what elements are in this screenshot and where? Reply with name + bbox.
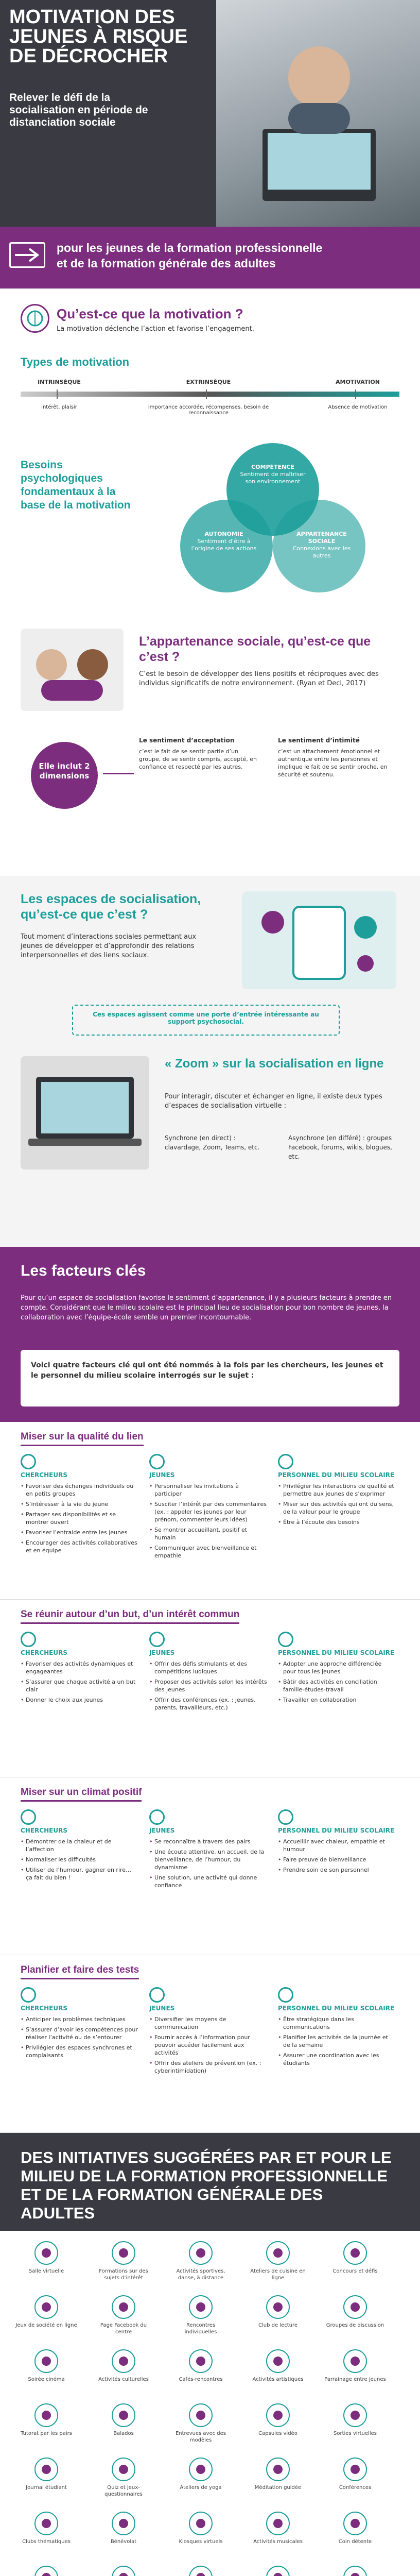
- initiative-icon: [189, 2403, 213, 2427]
- arrow-right-icon: [9, 242, 45, 268]
- initiative-item: [93, 2349, 154, 2383]
- dimension-intimacy: Le sentiment d’intimité c’est un attachement émotionnel et authentique entre les personnes et implique le fait de se sentir proche, en sécurité et soutenu.: [278, 737, 388, 778]
- initiative-label: Conférences: [339, 2485, 372, 2490]
- factor-item: • Offrir des ateliers de prévention (ex. : cyberintimidation): [149, 2059, 268, 2075]
- initiative-icon: [189, 2349, 213, 2373]
- initiative-item: [324, 2512, 386, 2545]
- factor-column: [21, 1809, 139, 1884]
- initiative-item: [170, 2241, 232, 2281]
- sync-space: Synchrone (en direct) : clavardage, Zoom, Teams, etc.: [165, 1134, 260, 1151]
- initiative-icon: [112, 2566, 135, 2576]
- initiative-item: [324, 2458, 386, 2491]
- page-title: MOTIVATION DES JEUNES À RISQUE DE DÉCROCHER: [9, 6, 188, 67]
- factor-item: • Utiliser de l’humour, gagner en rire… ça fait du bien !: [21, 1866, 139, 1882]
- type-label: EXTRINSÈQUE: [186, 379, 231, 385]
- hero-photo: [216, 0, 420, 227]
- initiative-icon: [266, 2566, 290, 2576]
- initiative-label: Clubs thématiques: [22, 2539, 71, 2545]
- initiative-item: [93, 2566, 154, 2576]
- role-label: JEUNES: [149, 1827, 175, 1834]
- initiative-item: [324, 2295, 386, 2329]
- dimensions-badge: Elle inclut 2 dimensions: [31, 742, 98, 809]
- factor-item: • Être à l’écoute des besoins: [278, 1518, 396, 1526]
- type-desc: Absence de motivation: [328, 404, 388, 410]
- factor-item: • Anticiper les problèmes techniques: [21, 2015, 139, 2023]
- factor-item: • Assurer une coordination avec les étudiants: [278, 2052, 396, 2067]
- factor-item: • Offrir des défis stimulants et des compétitions ludiques: [149, 1660, 268, 1675]
- initiative-item: [324, 2566, 386, 2576]
- initiative-icon: [343, 2566, 367, 2576]
- need-autonomy: AUTONOMIE Sentiment d’être à l’origine de ses actions: [191, 531, 257, 552]
- initiative-item: [247, 2349, 309, 2383]
- zoom-body: Pour interagir, discuter et échanger en ligne, il existe deux types d’espaces de socialisation virtuelle :: [165, 1093, 382, 1110]
- person-icon: [21, 1454, 36, 1469]
- initiative-label: Concours et défis: [332, 2268, 378, 2274]
- person-icon: [149, 1809, 165, 1825]
- person-icon: [149, 1454, 165, 1469]
- initiative-item: [247, 2566, 309, 2576]
- factor-item: • Diversifier les moyens de communication: [149, 2015, 268, 2031]
- factor-item: • Accueillir avec chaleur, empathie et humour: [278, 1838, 396, 1853]
- initiative-label: Parrainage entre jeunes: [324, 2377, 386, 2382]
- factor-item: • Susciter l’intérêt par des commentaires (ex. : appeler les jeunes par leur prénom, commenter leurs idées): [149, 1500, 268, 1523]
- initiative-item: [15, 2403, 77, 2437]
- factor-item: • Se reconnaître à travers des pairs: [149, 1838, 268, 1845]
- factor-item: • Travailler en collaboration: [278, 1696, 396, 1704]
- initiative-item: [15, 2241, 77, 2275]
- initiative-icon: [34, 2295, 58, 2319]
- initiative-icon: [266, 2458, 290, 2481]
- initiative-label: Salle virtuelle: [28, 2268, 64, 2274]
- factor-item: • S’intéresser à la vie du jeune: [21, 1500, 139, 1508]
- initiative-label: Méditation guidée: [254, 2485, 302, 2490]
- initiative-label: Sorties virtuelles: [334, 2431, 377, 2436]
- factor-column: [278, 1454, 396, 1529]
- role-label: CHERCHEURS: [21, 1827, 67, 1834]
- needs-title: Besoins psychologiques fondamentaux à la base de la motivation: [21, 459, 131, 511]
- initiative-icon: [266, 2349, 290, 2373]
- factor-column: [21, 1632, 139, 1706]
- initiative-icon: [343, 2403, 367, 2427]
- initiative-item: [324, 2349, 386, 2383]
- spaces-title: Les espaces de socialisation, qu’est-ce que c’est ?: [21, 892, 201, 922]
- initiative-item: [170, 2566, 232, 2576]
- factors-blocks: [0, 1422, 420, 2133]
- factor-title: Se réunir autour d’un but, d’un intérêt commun: [21, 1609, 239, 1624]
- initiative-label: Soirée cinéma: [28, 2377, 65, 2382]
- initiative-item: [170, 2295, 232, 2335]
- initiative-icon: [112, 2512, 135, 2535]
- person-icon: [278, 1809, 293, 1825]
- initiatives-grid: [0, 2231, 420, 2576]
- social-media-illustration: [242, 891, 396, 989]
- factor-item: • Communiquer avec bienveillance et empathie: [149, 1544, 268, 1560]
- initiative-icon: [266, 2403, 290, 2427]
- factor-column: [149, 1632, 268, 1714]
- initiatives-title: DES INITIATIVES SUGGÉRÉES PAR ET POUR LE MILIEU DE LA FORMATION PROFESSIONNELLE ET DE LA FORMATION GÉNÉRALE DES ADULTES: [21, 2148, 392, 2222]
- initiative-label: Groupes de discussion: [326, 2323, 384, 2328]
- initiative-label: Ateliers de yoga: [180, 2485, 222, 2490]
- initiative-label: Quiz et jeux-questionnaires: [104, 2485, 143, 2497]
- factor-item: • Se montrer accueillant, positif et humain: [149, 1526, 268, 1541]
- spaces-body: Tout moment d’interactions sociales permettant aux jeunes de développer et d’approfondir des relations interpersonnelles et des liens sociaux.: [21, 933, 197, 959]
- initiative-item: [170, 2349, 232, 2383]
- initiative-label: Coin détente: [338, 2539, 372, 2545]
- factor-item: • Privilégier des espaces synchrones et complaisants: [21, 2044, 139, 2059]
- initiative-label: Club de lecture: [258, 2323, 298, 2328]
- initiative-label: Activités artistiques: [252, 2377, 304, 2382]
- initiative-item: [170, 2512, 232, 2545]
- initiative-icon: [266, 2295, 290, 2319]
- type-desc: importance accordée, récompenses, besoin de reconnaissance: [148, 404, 269, 416]
- factor-title: Miser sur la qualité du lien: [21, 1431, 144, 1446]
- factor-item: • Adopter une approche différenciée pour tous les jeunes: [278, 1660, 396, 1675]
- brain-icon: [21, 304, 49, 333]
- initiative-label: Journal étudiant: [26, 2485, 67, 2490]
- role-label: PERSONNEL DU MILIEU SCOLAIRE: [278, 1649, 395, 1656]
- initiative-icon: [34, 2241, 58, 2265]
- support-note: Ces espaces agissent comme une porte d’entrée intéressante au support psychosocial.: [72, 1005, 340, 1036]
- role-label: PERSONNEL DU MILIEU SCOLAIRE: [278, 1827, 395, 1834]
- types-title: Types de motivation: [21, 355, 130, 368]
- initiative-label: Balados: [113, 2431, 134, 2436]
- factor-column: [278, 1809, 396, 1876]
- initiative-label: Formations sur des sujets d’intérêt: [99, 2268, 148, 2281]
- initiative-item: [247, 2241, 309, 2281]
- initiative-label: Jeux de société en ligne: [15, 2323, 77, 2328]
- hero: [0, 0, 420, 289]
- hands-illustration: [21, 629, 124, 711]
- person-icon: [21, 1987, 36, 2003]
- person-icon: [278, 1632, 293, 1647]
- factors-key: Voici quatre facteurs clé qui ont été nommés à la fois par les chercheurs, les jeunes et le personnel du milieu scolaire interrogés sur le sujet :: [21, 1350, 399, 1406]
- initiative-item: [15, 2566, 77, 2576]
- initiative-label: Activités culturelles: [98, 2377, 149, 2382]
- person-icon: [278, 1987, 293, 2003]
- initiative-item: [15, 2458, 77, 2491]
- belonging-title: L’appartenance sociale, qu’est-ce que c’est ?: [139, 634, 371, 664]
- initiative-icon: [34, 2566, 58, 2576]
- role-label: JEUNES: [149, 2005, 175, 2012]
- initiative-icon: [343, 2295, 367, 2319]
- initiative-item: [93, 2403, 154, 2437]
- initiative-item: [247, 2295, 309, 2329]
- initiative-item: [93, 2241, 154, 2281]
- initiative-label: Ateliers de cuisine en ligne: [250, 2268, 306, 2281]
- need-belonging: APPARTENANCE SOCIALE Connexions avec les autres: [292, 531, 351, 559]
- initiative-label: Kiosques virtuels: [179, 2539, 223, 2545]
- initiative-label: Entrevues avec des modèles: [175, 2431, 226, 2443]
- student-at-laptop-illustration: [216, 0, 420, 227]
- motivation-continuum-bar: [21, 392, 399, 397]
- initiative-icon: [112, 2295, 135, 2319]
- factor-item: • Prendre soin de son personnel: [278, 1866, 396, 1874]
- factors-header: [0, 1247, 420, 1422]
- factor-item: • Faire preuve de bienveillance: [278, 1856, 396, 1863]
- factor-item: • Personnaliser les invitations à participer: [149, 1482, 268, 1498]
- laptop-illustration: [21, 1056, 149, 1170]
- factor-title: Miser sur un climat positif: [21, 1787, 142, 1802]
- factor-item: • Normaliser les difficultés: [21, 1856, 139, 1863]
- dimension-acceptance: Le sentiment d’acceptation c’est le fait de se sentir partie d’un groupe, de se sentir compris, accepté, en confiance et respecté par les autres.: [139, 737, 257, 770]
- initiative-icon: [189, 2566, 213, 2576]
- person-icon: [278, 1454, 293, 1469]
- type-desc: intérêt, plaisir: [41, 404, 77, 410]
- zoom-title: « Zoom » sur la socialisation en ligne: [165, 1057, 384, 1071]
- initiative-icon: [112, 2241, 135, 2265]
- person-icon: [149, 1987, 165, 2003]
- role-label: PERSONNEL DU MILIEU SCOLAIRE: [278, 2005, 395, 2012]
- initiative-label: Activités sportives, danse, à distance: [176, 2268, 225, 2281]
- initiative-icon: [266, 2512, 290, 2535]
- factor-column: [21, 1454, 139, 1557]
- factor-item: • Être stratégique dans les communications: [278, 2015, 396, 2031]
- factor-item: • Fournir accès à l’information pour pouvoir accéder facilement aux activités: [149, 2033, 268, 2057]
- initiative-item: [247, 2512, 309, 2545]
- initiative-item: [247, 2403, 309, 2437]
- factor-item: • Favoriser l’entraide entre les jeunes: [21, 1529, 139, 1536]
- factor-column: [149, 1809, 268, 1892]
- initiative-item: [170, 2403, 232, 2444]
- initiatives-section: [0, 2133, 420, 2576]
- initiative-icon: [343, 2349, 367, 2373]
- initiative-item: [170, 2458, 232, 2491]
- factor-column: [21, 1987, 139, 2062]
- initiative-label: Activités musicales: [253, 2539, 303, 2545]
- factor-item: • Favoriser des échanges individuels ou en petits groupes: [21, 1482, 139, 1498]
- initiative-label: Rencontres individuelles: [184, 2323, 217, 2335]
- factor-item: • S’assurer que chaque activité a un but clair: [21, 1678, 139, 1693]
- person-icon: [149, 1632, 165, 1647]
- belonging-section: [0, 618, 420, 876]
- factor-column: [149, 1454, 268, 1562]
- initiative-icon: [189, 2241, 213, 2265]
- audience-line-2: et de la formation générale des adultes: [57, 257, 276, 270]
- motivation-title: Qu’est-ce que la motivation ?: [57, 306, 243, 321]
- factor-item: • Privilégier les interactions de qualité et permettre aux jeunes de s’exprimer: [278, 1482, 396, 1498]
- role-label: CHERCHEURS: [21, 1471, 67, 1479]
- initiative-item: [93, 2512, 154, 2545]
- initiative-icon: [34, 2349, 58, 2373]
- async-space: Asynchrone (en différé) : groupes Facebook, forums, wikis, blogues, etc.: [288, 1134, 392, 1160]
- factor-item: • Miser sur des activités qui ont du sens, de la valeur pour le groupe: [278, 1500, 396, 1516]
- factor-item: • Une écoute attentive, un accueil, de la bienveillance, de l’humour, du dynamisme: [149, 1848, 268, 1871]
- role-label: CHERCHEURS: [21, 2005, 67, 2012]
- initiative-item: [247, 2458, 309, 2491]
- role-label: CHERCHEURS: [21, 1649, 67, 1656]
- spaces-section: [0, 876, 420, 1247]
- factor-item: • Démontrer de la chaleur et de l’affection: [21, 1838, 139, 1853]
- factor-block: [0, 1600, 420, 1777]
- role-label: JEUNES: [149, 1649, 175, 1656]
- type-label: INTRINSÈQUE: [38, 379, 81, 385]
- factor-column: [278, 1632, 396, 1706]
- initiative-item: [15, 2349, 77, 2383]
- factor-item: • Planifier les activités de la journée et de la semaine: [278, 2033, 396, 2049]
- initiative-item: [93, 2295, 154, 2335]
- initiative-icon: [189, 2512, 213, 2535]
- initiative-icon: [189, 2295, 213, 2319]
- factor-item: • S’assurer d’avoir les compétences pour réaliser l’activité ou de s’entourer: [21, 2026, 139, 2041]
- factor-title: Planifier et faire des tests: [21, 1964, 139, 1979]
- factor-block: [0, 1955, 420, 2133]
- page-subtitle: Relever le défi de la socialisation en période de distanciation sociale: [9, 92, 148, 128]
- person-icon: [21, 1632, 36, 1647]
- initiative-icon: [343, 2241, 367, 2265]
- initiative-item: [93, 2458, 154, 2498]
- initiative-icon: [34, 2403, 58, 2427]
- role-label: JEUNES: [149, 1471, 175, 1479]
- initiative-label: Bénévolat: [110, 2539, 137, 2545]
- factor-item: • Bâtir des activités en conciliation famille-études-travail: [278, 1678, 396, 1693]
- role-label: PERSONNEL DU MILIEU SCOLAIRE: [278, 1471, 395, 1479]
- initiative-icon: [112, 2349, 135, 2373]
- initiative-icon: [343, 2512, 367, 2535]
- motivation-section: [0, 289, 420, 618]
- target-audience-band: [0, 227, 420, 289]
- factors-title: Les facteurs clés: [21, 1262, 146, 1279]
- belonging-body: C’est le besoin de développer des liens positifs et réciproques avec des individus significatifs de notre environnement. (Ryan et Deci, 2017): [139, 670, 379, 687]
- initiative-icon: [189, 2458, 213, 2481]
- motivation-intro: La motivation déclenche l’action et favorise l’engagement.: [57, 325, 254, 333]
- factor-block: [0, 1777, 420, 1955]
- initiative-icon: [343, 2458, 367, 2481]
- initiative-label: Capsules vidéo: [258, 2431, 297, 2436]
- factors-body: Pour qu’un espace de socialisation favorise le sentiment d’appartenance, il y a plusieurs facteurs à prendre en compte. Considérant que le milieu scolaire est le principal lieu de socialisation pour bon nombre de jeunes, la collaboration avec l’équipe-école semble un premier incontournable.: [21, 1294, 392, 1321]
- initiative-icon: [112, 2458, 135, 2481]
- factor-item: • Proposer des activités selon les intérêts des jeunes: [149, 1678, 268, 1693]
- initiative-label: Tutorat par les pairs: [21, 2431, 72, 2436]
- initiative-label: Page Facebook du centre: [100, 2323, 147, 2335]
- factor-item: • Offrir des conférences (ex. : jeunes, parents, travailleurs, etc.): [149, 1696, 268, 1711]
- initiative-item: [15, 2512, 77, 2545]
- initiative-icon: [34, 2458, 58, 2481]
- initiative-item: [15, 2295, 77, 2329]
- initiative-icon: [34, 2512, 58, 2535]
- initiative-item: [324, 2241, 386, 2275]
- factor-item: • Une solution, une activité qui donne confiance: [149, 1874, 268, 1889]
- factor-item: • Encourager des activités collaboratives et en équipe: [21, 1539, 139, 1554]
- need-competence: COMPÉTENCE Sentiment de maîtriser son environnement: [240, 464, 306, 485]
- initiative-item: [324, 2403, 386, 2437]
- type-label: AMOTIVATION: [336, 379, 380, 385]
- factor-item: • Favoriser des activités dynamiques et engageantes: [21, 1660, 139, 1675]
- factor-column: [278, 1987, 396, 2070]
- audience-line-1: pour les jeunes de la formation professionnelle: [57, 241, 323, 255]
- factor-column: [149, 1987, 268, 2077]
- initiative-icon: [266, 2241, 290, 2265]
- initiative-icon: [112, 2403, 135, 2427]
- factor-block: [0, 1422, 420, 1600]
- factor-item: • Donner le choix aux jeunes: [21, 1696, 139, 1704]
- factor-item: • Partager ses disponibilités et se montrer ouvert: [21, 1511, 139, 1526]
- person-icon: [21, 1809, 36, 1825]
- initiative-label: Cafés-rencontres: [179, 2377, 223, 2382]
